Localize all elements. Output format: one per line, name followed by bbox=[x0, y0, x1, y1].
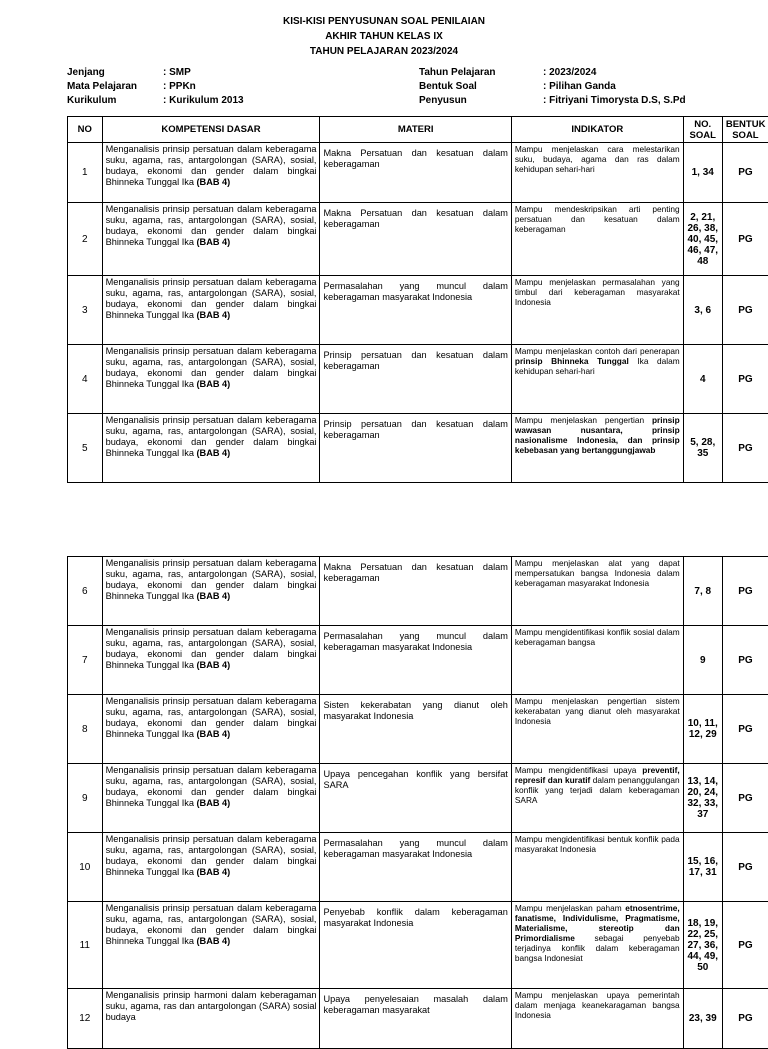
ind-text: Mampu mengidentifikasi bentuk konflik pada masyarakat Indonesia bbox=[515, 834, 680, 854]
row-indikator bbox=[511, 557, 683, 626]
row-no: 10 bbox=[68, 833, 103, 902]
col-nosoal-header: NO. SOAL bbox=[683, 117, 722, 143]
row-kd bbox=[102, 626, 320, 695]
kd-bab: (BAB 4) bbox=[197, 379, 231, 389]
row-no: 8 bbox=[68, 695, 103, 764]
row-indikator bbox=[511, 276, 683, 345]
row-nosoal: 13, 14, 20, 24, 32, 33, 37 bbox=[683, 764, 722, 833]
ind-text: Mampu menjelaskan pengertian sistem kekerabatan yang dianut oleh masyarakat Indonesia bbox=[515, 696, 680, 726]
row-nosoal: 7, 8 bbox=[683, 557, 722, 626]
meta-label: Bentuk Soal bbox=[419, 80, 543, 94]
meta-value: : 2023/2024 bbox=[543, 66, 596, 80]
title-line-1: KISI-KISI PENYUSUNAN SOAL PENILAIAN bbox=[0, 14, 768, 29]
row-materi: Prinsip persatuan dan kesatuan dalam keberagaman bbox=[320, 414, 511, 483]
row-materi: Makna Persatuan dan kesatuan dalam keberagaman bbox=[320, 557, 511, 626]
row-indikator bbox=[511, 764, 683, 833]
row-kd bbox=[102, 833, 320, 902]
row-bentuk: PG bbox=[722, 764, 768, 833]
row-bentuk: PG bbox=[722, 902, 768, 989]
meta-value: : Fitriyani Timorysta D.S, S.Pd bbox=[543, 94, 686, 108]
col-kd-header: KOMPETENSI DASAR bbox=[102, 117, 320, 143]
kd-bab: (BAB 4) bbox=[197, 448, 231, 458]
meta-value: : Pilihan Ganda bbox=[543, 80, 616, 94]
row-kd bbox=[102, 276, 320, 345]
row-indikator bbox=[511, 695, 683, 764]
col-materi-header: MATERI bbox=[320, 117, 511, 143]
row-kd bbox=[102, 557, 320, 626]
table-row bbox=[68, 833, 768, 902]
row-indikator bbox=[511, 626, 683, 695]
row-materi: Makna Persatuan dan kesatuan dalam keberagaman bbox=[320, 203, 511, 276]
table-row bbox=[68, 626, 768, 695]
row-kd bbox=[102, 345, 320, 414]
row-no: 11 bbox=[68, 902, 103, 989]
meta-label: Tahun Pelajaran bbox=[419, 66, 543, 80]
table-row bbox=[68, 414, 768, 483]
row-no: 7 bbox=[68, 626, 103, 695]
row-nosoal: 10, 11, 12, 29 bbox=[683, 695, 722, 764]
kd-text: Menganalisis prinsip persatuan dalam keberagama suku, agama, ras, antargolongan (SARA), sosial, budaya, ekonomi dan gender dalam bingkai Bhinneka Tunggal Ika bbox=[106, 627, 317, 670]
row-kd bbox=[102, 203, 320, 276]
kd-bab: (BAB 4) bbox=[197, 936, 231, 946]
row-indikator bbox=[511, 203, 683, 276]
ind-text: Ika dalam kehidupan sehari-hari bbox=[515, 356, 680, 376]
meta-label: Kurikulum bbox=[67, 94, 163, 108]
row-kd bbox=[102, 764, 320, 833]
ind-text: Mampu menjelaskan cara melestarikan suku, budaya, agama dan ras dalam kehidupan sehari-hari bbox=[515, 144, 680, 174]
kisi-table-page-1 bbox=[67, 116, 768, 483]
ind-text: sebagai penyebab terjadinya konflik dalam keberagaman bangsa Indonesiat bbox=[515, 933, 680, 963]
meta-left bbox=[67, 66, 244, 108]
table-row bbox=[68, 695, 768, 764]
row-no: 2 bbox=[68, 203, 103, 276]
kd-bab: (BAB 4) bbox=[197, 237, 231, 247]
row-kd bbox=[102, 414, 320, 483]
row-nosoal: 5, 28, 35 bbox=[683, 414, 722, 483]
col-no-header: NO bbox=[68, 117, 103, 143]
table-row bbox=[68, 902, 768, 989]
row-materi: Permasalahan yang muncul dalam keberagaman masyarakat Indonesia bbox=[320, 833, 511, 902]
kd-bab: (BAB 4) bbox=[197, 591, 231, 601]
kd-text: Menganalisis prinsip persatuan dalam keberagama suku, agama, ras, antargolongan (SARA), sosial, budaya, ekonomi dan gender dalam bingkai Bhinneka Tunggal Ika bbox=[106, 277, 317, 320]
title-line-3: TAHUN PELAJARAN 2023/2024 bbox=[0, 44, 768, 59]
row-bentuk: PG bbox=[722, 414, 768, 483]
row-materi: Makna Persatuan dan kesatuan dalam keberagaman bbox=[320, 143, 511, 203]
meta-right bbox=[419, 66, 686, 108]
kd-text: Menganalisis prinsip persatuan dalam keberagama suku, agama, ras, antargolongan (SARA), sosial, budaya, ekonomi dan gender dalam bingkai Bhinneka Tunggal Ika bbox=[106, 834, 317, 877]
kd-text: Menganalisis prinsip persatuan dalam keberagama suku, agama, ras, antargolongan (SARA), sosial, budaya, ekonomi dan gender dalam bingkai Bhinneka Tunggal Ika bbox=[106, 558, 317, 601]
kd-text: Menganalisis prinsip persatuan dalam keberagama suku, agama, ras, antargolongan (SARA), sosial, budaya, ekonomi dan gender dalam bingkai Bhinneka Tunggal Ika bbox=[106, 696, 317, 739]
row-nosoal: 3, 6 bbox=[683, 276, 722, 345]
col-bentuk-header: BENTUK SOAL bbox=[722, 117, 768, 143]
table-row bbox=[68, 203, 768, 276]
table-row bbox=[68, 276, 768, 345]
row-no: 1 bbox=[68, 143, 103, 203]
row-bentuk: PG bbox=[722, 276, 768, 345]
kd-text: Menganalisis prinsip persatuan dalam keberagama suku, agama, ras, antargolongan (SARA), sosial, budaya, ekonomi dan gender dalam bingkai Bhinneka Tunggal Ika bbox=[106, 346, 317, 389]
table-header-row bbox=[68, 117, 768, 143]
row-indikator bbox=[511, 345, 683, 414]
ind-text: Mampu mengidentifikasi upaya bbox=[515, 765, 642, 775]
row-no: 9 bbox=[68, 764, 103, 833]
meta-value: : PPKn bbox=[163, 80, 196, 94]
kd-bab: (BAB 4) bbox=[197, 867, 231, 877]
row-nosoal: 9 bbox=[683, 626, 722, 695]
kd-bab: (BAB 4) bbox=[197, 177, 231, 187]
row-bentuk: PG bbox=[722, 626, 768, 695]
meta-label: Mata Pelajaran bbox=[67, 80, 163, 94]
row-no: 6 bbox=[68, 557, 103, 626]
row-no: 12 bbox=[68, 989, 103, 1049]
ind-text: dalam penanggulangan konflik yang terjadi dalam keberagaman SARA bbox=[515, 775, 680, 805]
row-indikator bbox=[511, 833, 683, 902]
row-kd bbox=[102, 143, 320, 203]
kisi-table-page-2 bbox=[67, 556, 768, 1049]
kd-text: Menganalisis prinsip persatuan dalam keberagama suku, agama, ras, antargolongan (SARA), sosial, budaya, ekonomi dan gender dalam bingkai Bhinneka Tunggal Ika bbox=[106, 204, 317, 247]
ind-bold: preventif, represif dan kuratif bbox=[515, 765, 680, 785]
table-row bbox=[68, 345, 768, 414]
row-indikator bbox=[511, 989, 683, 1049]
row-materi: Permasalahan yang muncul dalam keberagaman masyarakat Indonesia bbox=[320, 626, 511, 695]
kd-text: Menganalisis prinsip persatuan dalam keberagama suku, agama, ras, antargolongan (SARA), sosial, budaya, ekonomi dan gender dalam bingkai Bhinneka Tunggal Ika bbox=[106, 144, 317, 187]
ind-bold: prinsip wawasan nusantara, prinsip nasionalisme Indonesia, dan prinsip kebebasan yang bertanggungjawab bbox=[515, 415, 680, 455]
table-row bbox=[68, 143, 768, 203]
kd-bab: (BAB 4) bbox=[197, 660, 231, 670]
ind-bold: prinsip Bhinneka Tunggal bbox=[515, 356, 629, 366]
row-bentuk: PG bbox=[722, 695, 768, 764]
row-materi: Upaya penyelesaian masalah dalam keberagaman masyarakat bbox=[320, 989, 511, 1049]
row-bentuk: PG bbox=[722, 833, 768, 902]
row-materi: Permasalahan yang muncul dalam keberagaman masyarakat Indonesia bbox=[320, 276, 511, 345]
ind-text: Mampu mendeskripsikan arti penting persatuan dan kesatuan dalam keberagaman bbox=[515, 204, 680, 234]
col-indikator-header: INDIKATOR bbox=[511, 117, 683, 143]
meta-value: : SMP bbox=[163, 66, 191, 80]
row-bentuk: PG bbox=[722, 203, 768, 276]
row-nosoal: 18, 19, 22, 25, 27, 36, 44, 49, 50 bbox=[683, 902, 722, 989]
meta-label: Penyusun bbox=[419, 94, 543, 108]
row-no: 3 bbox=[68, 276, 103, 345]
row-materi: Penyebab konflik dalam keberagaman masyarakat Indonesia bbox=[320, 902, 511, 989]
kd-text: Menganalisis prinsip persatuan dalam keberagama suku, agama, ras, antargolongan (SARA), sosial, budaya, ekonomi dan gender dalam bingkai Bhinneka Tunggal Ika bbox=[106, 903, 317, 946]
ind-text: Mampu menjelaskan contoh dari penerapan bbox=[515, 346, 680, 356]
row-indikator bbox=[511, 143, 683, 203]
table-row bbox=[68, 764, 768, 833]
row-materi: Sisten kekerabatan yang dianut oleh masyarakat Indonesia bbox=[320, 695, 511, 764]
meta-label: Jenjang bbox=[67, 66, 163, 80]
kd-bab: (BAB 4) bbox=[197, 798, 231, 808]
ind-text: Mampu mengidentifikasi konflik sosial dalam keberagaman bangsa bbox=[515, 627, 680, 647]
ind-bold: etnosentrime, fanatisme, Individulisme, Pragmatisme, Materialisme, stereotip dan Primordialisme bbox=[515, 903, 680, 943]
row-indikator bbox=[511, 414, 683, 483]
row-indikator bbox=[511, 902, 683, 989]
kd-text: Menganalisis prinsip persatuan dalam keberagama suku, agama, ras, antargolongan (SARA), sosial, budaya, ekonomi dan gender dalam bingkai Bhinneka Tunggal Ika bbox=[106, 765, 317, 808]
row-nosoal: 2, 21, 26, 38, 40, 45, 46, 47, 48 bbox=[683, 203, 722, 276]
row-materi: Upaya pencegahan konflik yang bersifat SARA bbox=[320, 764, 511, 833]
table-row bbox=[68, 989, 768, 1049]
row-kd bbox=[102, 902, 320, 989]
row-nosoal: 4 bbox=[683, 345, 722, 414]
kd-bab: (BAB 4) bbox=[197, 729, 231, 739]
row-bentuk: PG bbox=[722, 143, 768, 203]
row-nosoal: 15, 16, 17, 31 bbox=[683, 833, 722, 902]
ind-text: Mampu menjelaskan permasalahan yang timbul dari keberagaman masyarakat Indonesia bbox=[515, 277, 680, 307]
row-no: 5 bbox=[68, 414, 103, 483]
document-title bbox=[0, 14, 768, 59]
table-row bbox=[68, 557, 768, 626]
row-kd: Menganalisis prinsip harmoni dalam keberagaman suku, agama, ras dan antargolongan (SARA) sosial budaya bbox=[102, 989, 320, 1049]
kd-bab: (BAB 4) bbox=[197, 310, 231, 320]
row-bentuk: PG bbox=[722, 557, 768, 626]
row-no: 4 bbox=[68, 345, 103, 414]
ind-text: Mampu menjelaskan paham bbox=[515, 903, 625, 913]
ind-text: Mampu menjelaskan upaya pemerintah dalam menjaga keanekaragaman bangsa Indonesia bbox=[515, 990, 680, 1020]
meta-value: : Kurikulum 2013 bbox=[163, 94, 244, 108]
row-bentuk: PG bbox=[722, 345, 768, 414]
row-materi: Prinsip persatuan dan kesatuan dalam keberagaman bbox=[320, 345, 511, 414]
row-bentuk: PG bbox=[722, 989, 768, 1049]
row-nosoal: 1, 34 bbox=[683, 143, 722, 203]
row-nosoal: 23, 39 bbox=[683, 989, 722, 1049]
ind-text: Mampu menjelaskan alat yang dapat mempersatukan bangsa Indonesia dalam keberagaman masyarakat Indonesia bbox=[515, 558, 680, 588]
ind-text: Mampu menjelaskan pengertian bbox=[515, 415, 652, 425]
kd-text: Menganalisis prinsip persatuan dalam keberagama suku, agama, ras, antargolongan (SARA), sosial, budaya, ekonomi dan gender dalam bingkai Bhinneka Tunggal Ika bbox=[106, 415, 317, 458]
title-line-2: AKHIR TAHUN KELAS IX bbox=[0, 29, 768, 44]
row-kd bbox=[102, 695, 320, 764]
